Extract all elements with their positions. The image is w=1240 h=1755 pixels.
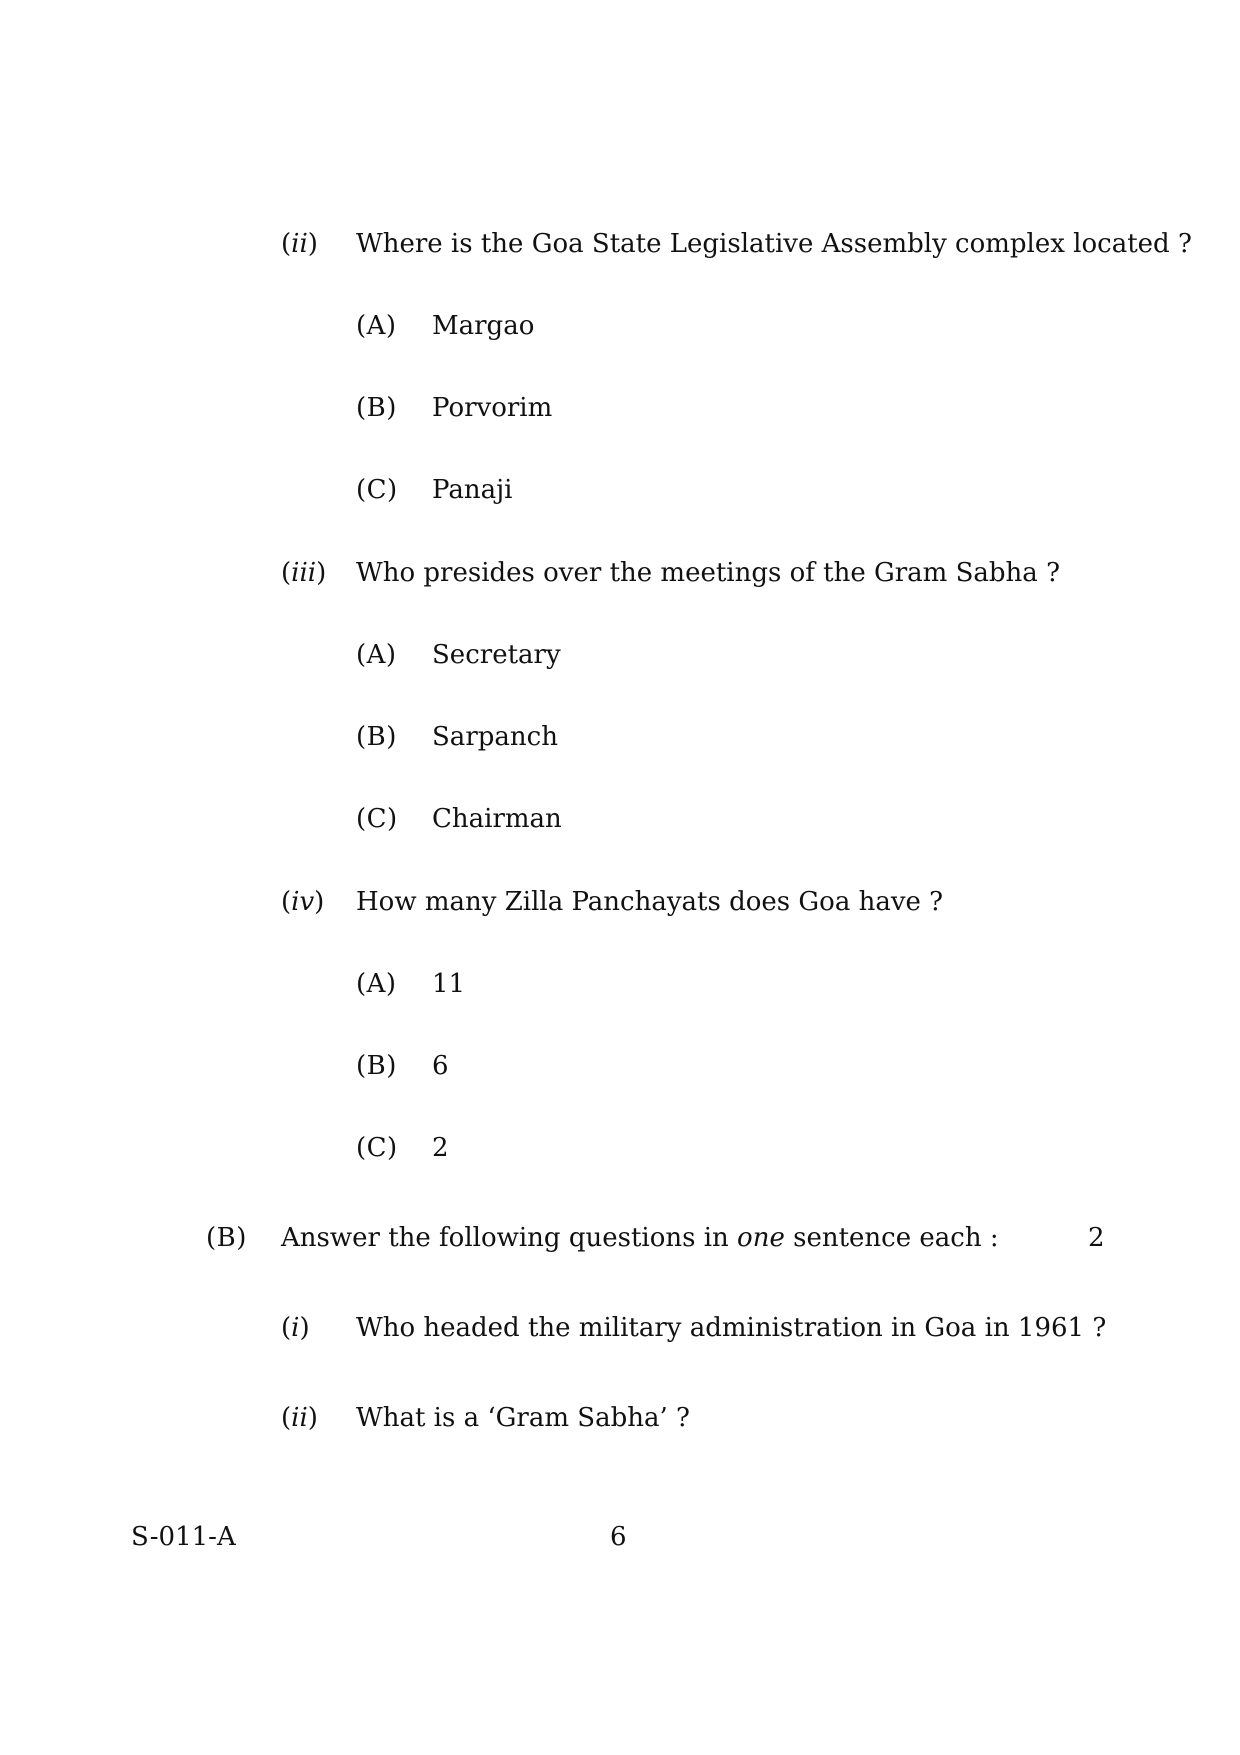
section-marks: 2 [1088, 1223, 1105, 1253]
option-label: (C) [356, 804, 398, 834]
option-text: 2 [432, 1133, 449, 1163]
question-text: Who presides over the meetings of the Gram Sabha ? [356, 558, 1061, 588]
question-text: Where is the Goa State Legislative Assembly complex located ? [356, 229, 1192, 259]
question-number: (ii) [281, 229, 318, 259]
option-text: 11 [432, 969, 466, 999]
section-label: (B) [206, 1223, 247, 1253]
page-number: 6 [610, 1522, 627, 1552]
option-label: (C) [356, 1133, 398, 1163]
question-number: (i) [281, 1313, 310, 1343]
option-label: (A) [356, 969, 397, 999]
question-text: Who headed the military administration in Goa in 1961 ? [356, 1313, 1107, 1343]
option-label: (B) [356, 393, 397, 423]
option-label: (A) [356, 311, 397, 341]
option-text: Chairman [432, 804, 562, 834]
option-text: Sarpanch [432, 722, 558, 752]
instruction-emphasis: one [737, 1223, 785, 1253]
question-number: (iii) [281, 558, 327, 588]
question-number: (ii) [281, 1403, 318, 1433]
option-label: (B) [356, 722, 397, 752]
option-text: 6 [432, 1051, 449, 1081]
option-text: Porvorim [432, 393, 553, 423]
question-text: What is a ‘Gram Sabha’ ? [356, 1403, 690, 1433]
option-label: (C) [356, 475, 398, 505]
option-text: Margao [432, 311, 535, 341]
paper-code: S-011-A [131, 1522, 236, 1552]
section-instruction: Answer the following questions in one sentence each : [281, 1223, 999, 1253]
option-text: Secretary [432, 640, 561, 670]
question-number: (iv) [281, 887, 325, 917]
option-text: Panaji [432, 475, 513, 505]
question-text: How many Zilla Panchayats does Goa have ? [356, 887, 944, 917]
option-label: (B) [356, 1051, 397, 1081]
option-label: (A) [356, 640, 397, 670]
